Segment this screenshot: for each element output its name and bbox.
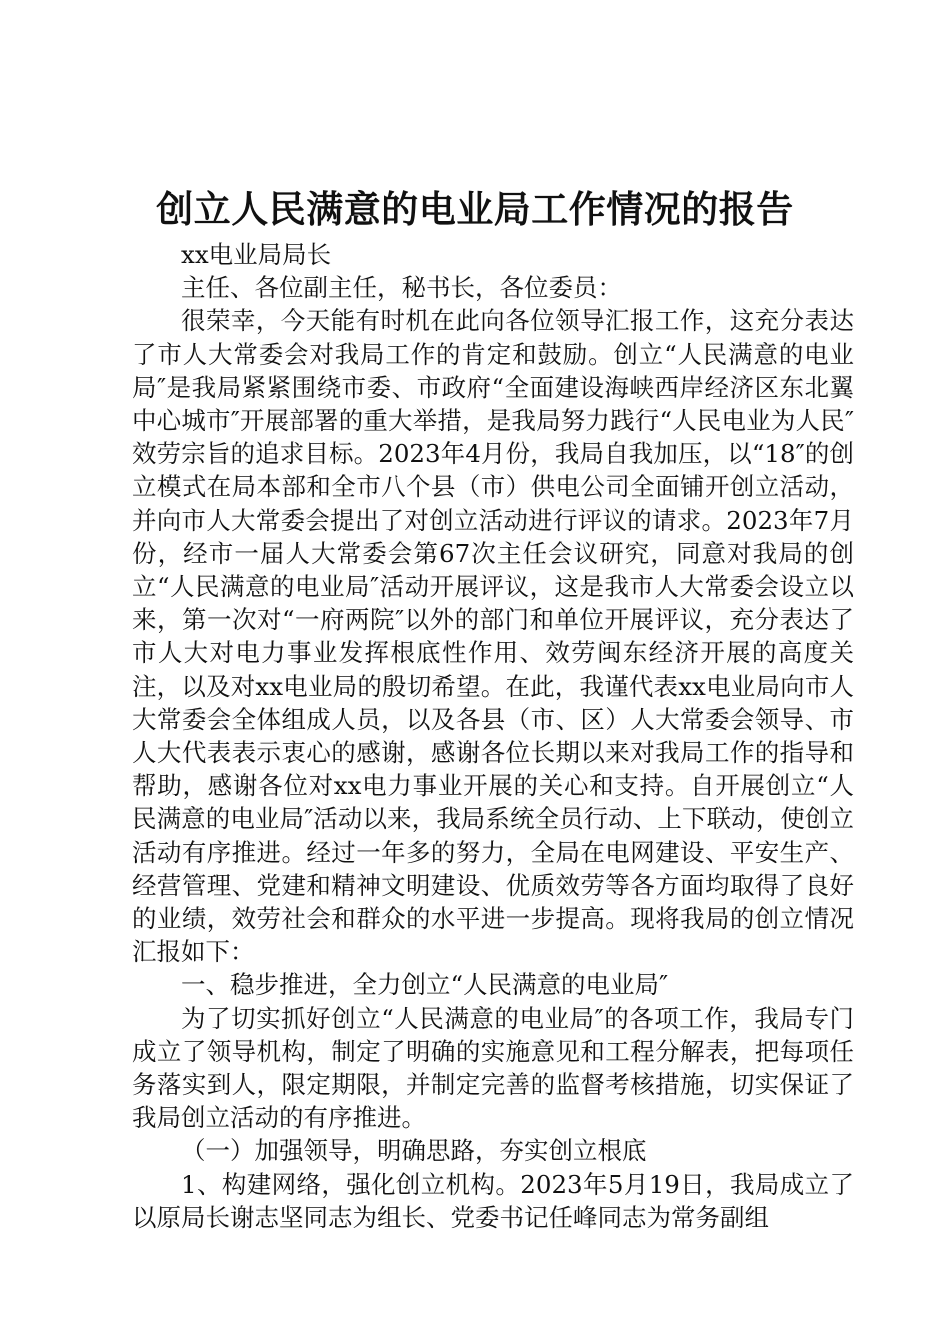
document-title: 创立人民满意的电业局工作情况的报告 xyxy=(156,187,794,231)
author-line: xx电业局局长 xyxy=(181,240,332,269)
subsection-heading: （一）加强领导，明确思路，夯实创立根底 xyxy=(181,1136,647,1166)
section-heading: 一、稳步推进，全力创立“人民满意的电业局″ xyxy=(181,970,669,1000)
body-paragraph: 1、构建网络，强化创立机构。2023年5月19日，我局成立了以原局长谢志坚同志为组长、党委书记任峰同志为常务副组 xyxy=(132,1169,854,1232)
salutation: 主任、各位副主任，秘书长，各位委员： xyxy=(181,273,622,303)
body-paragraph: 为了切实抓好创立“人民满意的电业局″的各项工作，我局专门成立了领导机构，制定了明确的实施意见和工程分解表，把每项任务落实到人，限定期限，并制定完善的监督考核措施，切实保证了我局创立活动的有序推进。 xyxy=(132,1003,854,1133)
body-paragraph: 很荣幸，今天能有时机在此向各位领导汇报工作，这充分表达了市人大常委会对我局工作的肯定和鼓励。创立“人民满意的电业局″是我局紧紧围绕市委、市政府“全面建设海峡西岸经济区东北翼中心城市″开展部署的重大举措，是我局努力践行“人民电业为人民″效劳宗旨的追求目标。2023年4月份，我局自我加压，以“18″的创立模式在局本部和全市八个县（市）供电公司全面铺开创立活动，并向市人大常委会提出了对创立活动进行评议的请求。2023年7月份，经市一届人大常委会第67次主任会议研究，同意对我局的创立“人民满意的电业局″活动开展评议，这是我市人大常委会设立以来，第一次对“一府两院″以外的部门和单位开展评议，充分表达了市人大对电力事业发挥根底性作用、效劳闽东经济开展的高度关注，以及对xx电业局的殷切希望。在此，我谨代表xx电业局向市人大常委会全体组成人员，以及各县（市、区）人大常委会领导、市人大代表表示衷心的感谢，感谢各位长期以来对我局工作的指导和帮助，感谢各位对xx电力事业开展的关心和支持。自开展创立“人民满意的电业局″活动以来，我局系统全员行动、上下联动，使创立活动有序推进。经过一年多的努力，全局在电网建设、平安生产、经营管理、党建和精神文明建设、优质效劳等各方面均取得了良好的业绩，效劳社会和群众的水平进一步提高。现将我局的创立情况汇报如下： xyxy=(132,306,855,967)
document-body xyxy=(132,238,854,1234)
